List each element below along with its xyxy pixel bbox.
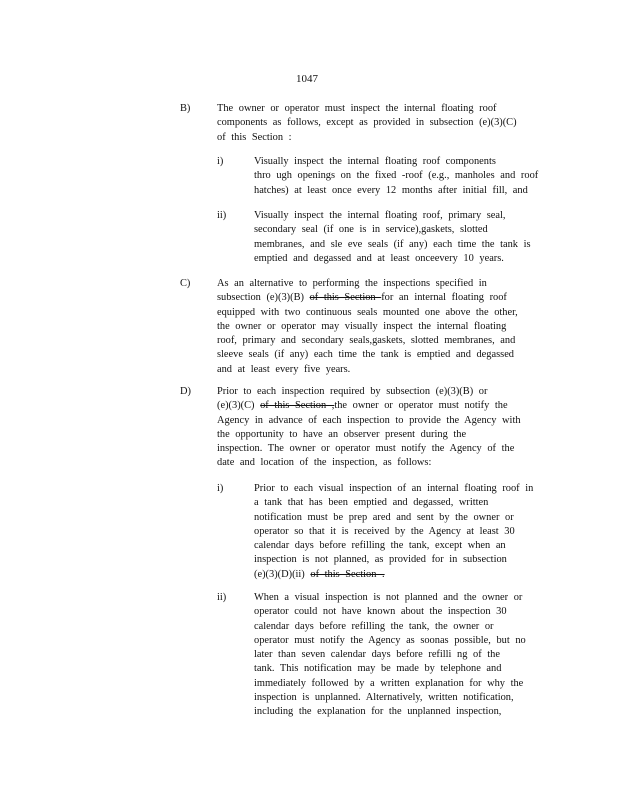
text-line: membranes, and sle eve seals (if any) each time the tank is: [254, 238, 531, 250]
paragraph-b-ii: [254, 209, 531, 266]
text-line: thro ugh openings on the fixed -roof (e.g., manholes and roof: [254, 170, 539, 182]
text-line: The owner or operator must inspect the internal floating roof: [217, 103, 497, 114]
paragraph-d: [217, 385, 521, 471]
text-line: including the explanation for the unplanned inspection,: [254, 706, 502, 718]
text-line: (e)(3)(D)(ii) of this Section .: [254, 568, 385, 580]
paragraph-c: [217, 277, 518, 377]
subitem-label-d-i: i): [217, 483, 224, 494]
text-line: operator so that it is received by the Agency at least 30: [254, 525, 515, 537]
paragraph-b: [217, 102, 517, 145]
subitem-label-d-ii: ii): [217, 592, 227, 603]
text-line: the opportunity to have an observer present during the: [217, 428, 467, 440]
text-line: hatches) at least once every 12 months after initial fill, and: [254, 184, 528, 196]
text-line: later than seven calendar days before refilli ng of the: [254, 649, 500, 661]
item-label-b: B): [180, 103, 191, 114]
text-line: Agency in advance of each inspection to provide the Agency with: [217, 414, 521, 426]
text-line: Prior to each inspection required by subsection (e)(3)(B) or: [217, 386, 488, 397]
subitem-label-b-i: i): [217, 156, 224, 167]
text-line: components as follows, except as provided in subsection (e)(3)(C): [217, 117, 517, 129]
text-line: (e)(3)(C) of this Section ,the owner or operator must notify the: [217, 400, 508, 412]
text-line: Visually inspect the internal floating roof, primary seal,: [254, 210, 506, 221]
text-line: immediately followed by a written explanation for why the: [254, 677, 524, 689]
text-line: calendar days before refilling the tank, except when an: [254, 540, 506, 552]
text-line: operator could not have known about the inspection 30: [254, 606, 507, 618]
text-line: roof, primary and secondary seals,gaskets, slotted membranes, and: [217, 335, 516, 347]
text-line: Visually inspect the internal floating roof components: [254, 156, 496, 167]
subitem-label-b-ii: ii): [217, 210, 227, 221]
text-line: the owner or operator may visually inspect the internal floating: [217, 320, 507, 332]
text-line: sleeve seals (if any) each time the tank is emptied and degassed: [217, 349, 514, 361]
paragraph-d-ii: [254, 591, 526, 720]
text-line: tank. This notification may be made by telephone and: [254, 663, 502, 675]
text-line: inspection. The owner or operator must notify the Agency of the: [217, 443, 515, 455]
page-number: 1047: [296, 73, 318, 85]
text-line: secondary seal (if one is in service),gaskets, slotted: [254, 224, 488, 236]
text-line: operator must notify the Agency as soonas possible, but no: [254, 634, 526, 646]
struck-text: of this Section .: [310, 568, 385, 580]
text-line: inspection is unplanned. Alternatively, written notification,: [254, 692, 514, 704]
text-line: of this Section :: [217, 131, 292, 143]
text-line: calendar days before refilling the tank, the owner or: [254, 620, 494, 632]
struck-text: of this Section: [309, 292, 382, 304]
text-line: a tank that has been emptied and degassed, written: [254, 497, 489, 509]
paragraph-b-i: [254, 155, 538, 198]
text-line: inspection is not planned, as provided for in subsection: [254, 554, 507, 566]
item-label-c: C): [180, 278, 191, 289]
text-line: As an alternative to performing the inspections specified in: [217, 278, 487, 289]
text-line: notification must be prep ared and sent by the owner or: [254, 511, 514, 523]
text-line: emptied and degassed and at least onceevery 10 years.: [254, 252, 504, 264]
item-label-d: D): [180, 386, 191, 397]
text-line: subsection (e)(3)(B) of this Section for an internal floating roof: [217, 292, 507, 304]
text-line: When a visual inspection is not planned and the owner or: [254, 592, 523, 603]
text-line: date and location of the inspection, as follows:: [217, 457, 432, 469]
text-line: and at least every five years.: [217, 363, 351, 375]
paragraph-d-i: [254, 482, 533, 582]
text-line: Prior to each visual inspection of an internal floating roof in: [254, 483, 534, 494]
text-line: equipped with two continuous seals mounted one above the other,: [217, 306, 518, 318]
struck-text: of this Section ,: [260, 400, 335, 412]
